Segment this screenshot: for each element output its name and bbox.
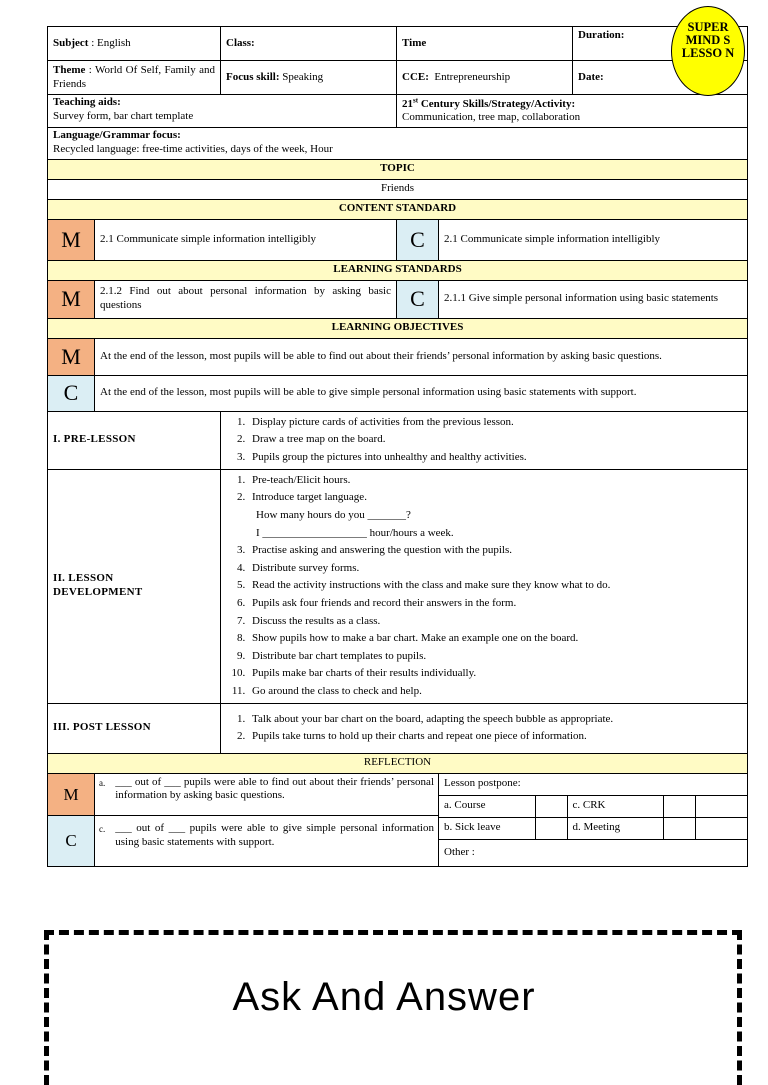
grammar-focus-value: Recycled language: free-time activities, days of the week, Hour (53, 142, 333, 155)
learning-objectives-c-text: At the end of the lesson, most pupils will be able to give simple personal information using basic statements with support. (95, 375, 748, 411)
learning-standards-c-text: 2.1.1 Give simple personal information using basic statements (439, 280, 748, 318)
cce-value: Entrepreneurship (434, 70, 511, 83)
postpone-checkbox-meeting[interactable] (663, 817, 695, 839)
lesson-plan-table (47, 26, 748, 867)
century-skills-value: Communication, tree map, collaboration (402, 111, 581, 124)
time-cell (397, 27, 573, 61)
teaching-aids-value: Survey form, bar chart template (53, 109, 194, 122)
reflection-c-statement: ___ out of ___ pupils were able to give simple personal information using basic statements with support. (115, 822, 434, 849)
time-label: Time (402, 36, 427, 49)
lesson-development-step: 5. Read the activity instructions with the class and make sure they know what to do. (248, 577, 742, 595)
content-standard-m-letter: M (48, 219, 95, 260)
lesson-development-step: 4. Distribute survey forms. (248, 560, 742, 578)
learning-standards-heading: LEARNING STANDARDS (48, 260, 748, 280)
learning-standards-c-letter: C (397, 280, 439, 318)
teaching-aids-cell (48, 95, 397, 128)
topic-heading: TOPIC (48, 159, 748, 179)
content-standard-c-text: 2.1 Communicate simple information intelligibly (439, 219, 748, 260)
cce-label: CCE: (402, 70, 429, 83)
postpone-option-crk: c. CRK (567, 795, 663, 817)
lesson-development-step: 1. Pre-teach/Elicit hours. (248, 472, 742, 490)
focus-skill-value: Speaking (282, 70, 324, 83)
content-standard-c-letter: C (397, 219, 439, 260)
learning-standards-m-letter: M (48, 280, 95, 318)
lesson-development-step: 9. Distribute bar chart templates to pupils. (248, 648, 742, 666)
lesson-development-step: 6. Pupils ask four friends and record their answers in the form. (248, 595, 742, 613)
century-skills-label: 21st Century Skills/Strategy/Activity: (402, 96, 576, 110)
post-lesson-label: III. POST LESSON (48, 703, 221, 753)
pre-lesson-step: 1. Display picture cards of activities from the previous lesson. (248, 414, 742, 432)
content-standard-m-text: 2.1 Communicate simple information intelligibly (95, 219, 397, 260)
learning-objectives-m-letter: M (48, 338, 95, 375)
theme-value: : World Of Self, Family and Friends (53, 63, 215, 90)
subject-value: : English (91, 36, 131, 49)
post-lesson-step: 1. Talk about your bar chart on the board, adapting the speech bubble as appropriate. (248, 711, 742, 729)
focus-skill-label: Focus skill: (226, 70, 280, 83)
learning-objectives-m-text: At the end of the lesson, most pupils will be able to find out about their friends’ personal information by asking basic questions. (95, 338, 748, 375)
pre-lesson-steps (221, 411, 748, 469)
lesson-postpone-panel (439, 773, 748, 866)
theme-label: Theme (53, 63, 86, 76)
subject-cell (48, 27, 221, 61)
subject-label: Subject (53, 36, 89, 49)
grammar-focus-cell (48, 128, 748, 160)
teaching-aids-label: Teaching aids: (53, 96, 121, 108)
reflection-c-letter: C (48, 816, 95, 866)
grammar-focus-label: Language/Grammar focus: (53, 129, 181, 142)
lesson-development-step: 10. Pupils make bar charts of their results individually. (248, 665, 742, 683)
class-label: Class: (226, 36, 255, 49)
lesson-development-label: II. LESSON DEVELOPMENT (48, 469, 221, 703)
lesson-development-step: 11. Go around the class to check and help. (248, 683, 742, 701)
learning-objectives-heading: LEARNING OBJECTIVES (48, 318, 748, 338)
reflection-a-marker: a. (99, 777, 106, 788)
lesson-development-steps (221, 469, 748, 703)
lesson-postpone-label: Lesson postpone: (439, 774, 747, 796)
lesson-development-step: 3. Practise asking and answering the question with the pupils. (248, 542, 742, 560)
reflection-c-text (95, 816, 439, 866)
content-standard-heading: CONTENT STANDARD (48, 199, 748, 219)
post-lesson-step: 2. Pupils take turns to hold up their charts and repeat one piece of information. (248, 728, 742, 746)
target-language-answer: I ___________________ hour/hours a week. (256, 526, 454, 539)
postpone-checkbox-sick-leave[interactable] (535, 817, 567, 839)
postpone-checkbox-crk[interactable] (663, 795, 695, 817)
date-label: Date: (578, 70, 604, 83)
learning-objectives-c-letter: C (48, 375, 95, 411)
pre-lesson-label: I. PRE-LESSON (48, 411, 221, 469)
postpone-option-meeting: d. Meeting (567, 817, 663, 839)
duration-label: Duration: (578, 29, 625, 41)
postpone-other: Other : (439, 839, 747, 866)
focus-skill-cell (221, 61, 397, 95)
lesson-development-step: 8. Show pupils how to make a bar chart. Make an example one on the board. (248, 630, 742, 648)
century-skills-cell (397, 95, 748, 128)
cce-cell (397, 61, 573, 95)
reflection-m-letter: M (48, 773, 95, 816)
next-page-title: Ask And Answer (232, 975, 536, 1019)
target-language-question: How many hours do you _______? (256, 508, 411, 521)
reflection-m-text (95, 773, 439, 816)
reflection-c-marker: c. (99, 824, 106, 835)
postpone-option-course: a. Course (439, 795, 535, 817)
super-minds-lesson-badge: SUPER MIND S LESSO N (671, 6, 745, 96)
pre-lesson-step: 2. Draw a tree map on the board. (248, 431, 742, 449)
reflection-heading: REFLECTION (48, 753, 748, 773)
class-cell (221, 27, 397, 61)
reflection-a-statement: ___ out of ___ pupils were able to find out about their friends’ personal information by asking basic questions. (115, 775, 434, 802)
postpone-checkbox-course[interactable] (535, 795, 567, 817)
theme-cell (48, 61, 221, 95)
lesson-development-step: 2. Introduce target language. (248, 489, 742, 507)
lesson-development-step: 7. Discuss the results as a class. (248, 613, 742, 631)
learning-standards-m-text: 2.1.2 Find out about personal information by asking basic questions (95, 280, 397, 318)
post-lesson-steps (221, 703, 748, 753)
postpone-option-sick-leave: b. Sick leave (439, 817, 535, 839)
pre-lesson-step: 3. Pupils group the pictures into unhealthy and healthy activities. (248, 449, 742, 467)
topic-value: Friends (48, 179, 748, 199)
